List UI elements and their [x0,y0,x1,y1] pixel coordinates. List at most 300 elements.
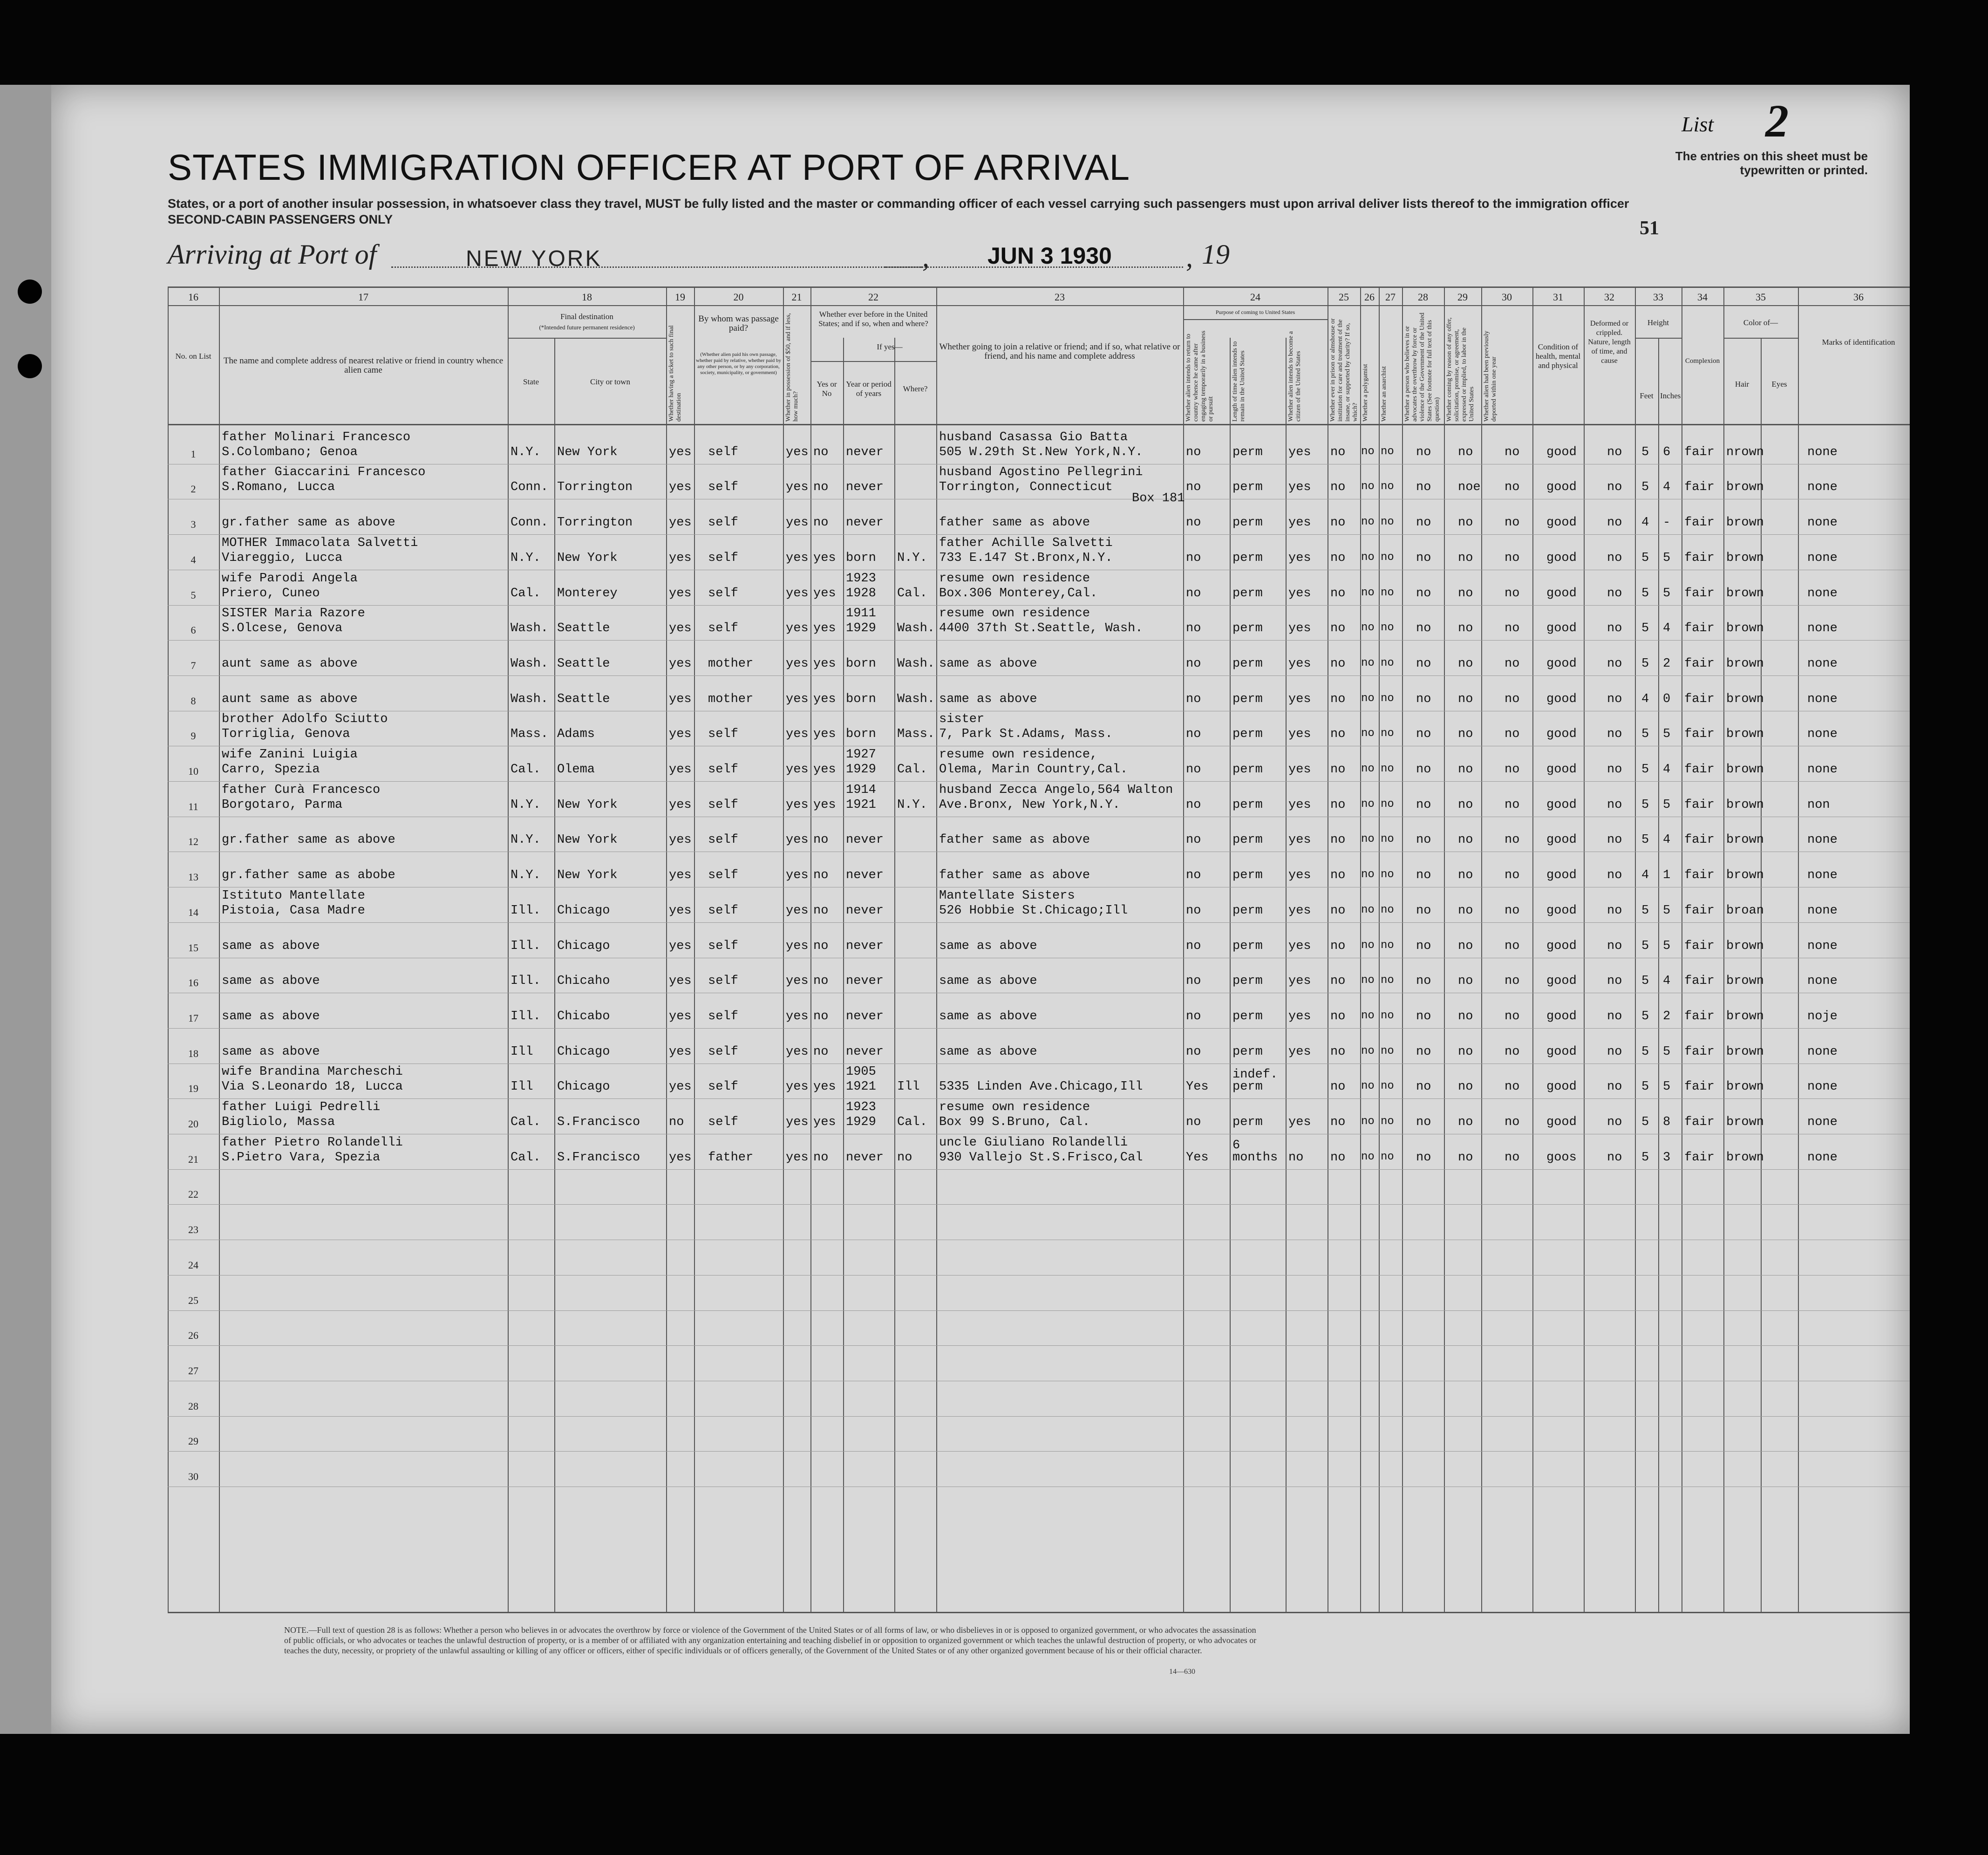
purpose-return-cell: no [1186,480,1201,495]
fifty-dollars-cell: yes [786,656,809,671]
health-cell: good [1546,763,1577,777]
purpose-return-cell: no [1186,1044,1201,1059]
anarchist-cell: no [1381,763,1394,775]
anarchist-cell: no [1381,586,1394,599]
ever-before-cell: yes [813,1115,836,1129]
prison-cell: no [1330,1044,1346,1059]
joining-line-2: same as above [939,656,1037,671]
city-cell: New York [557,445,618,459]
row-number: 4 [191,553,196,566]
relative-line-1: father Curà Francesco [222,783,381,797]
joining-line-2: same as above [939,692,1037,706]
marks-cell: none [1807,1115,1838,1129]
header-question-30: Whether alien had been previously deported within one year [1483,330,1498,422]
ticket-cell: yes [669,1080,692,1094]
header-purpose: Purpose of coming to United States [1215,309,1295,315]
feet-cell: 4 [1641,516,1649,530]
inches-cell: 4 [1663,974,1671,989]
ever-before-cell: yes [813,1080,836,1094]
health-cell: good [1546,939,1577,953]
column-divider [168,286,169,1612]
marks-cell: noje [1807,1009,1838,1023]
city-cell: New York [557,833,618,847]
purpose-length-cell: perm [1232,1009,1263,1023]
joining-line-2: 5335 Linden Ave.Chicago,Ill [939,1080,1143,1094]
purpose-length-cell: perm [1232,727,1263,742]
column-number: 19 [675,291,685,303]
ticket-cell: yes [669,586,692,600]
where-cell: Cal. [897,1115,927,1129]
purpose-return-cell: no [1186,656,1201,671]
joining-line-2: 733 E.147 St.Bronx,N.Y. [939,551,1113,565]
state-cell: Ill. [511,1009,541,1023]
anarchist-cell: no [1381,621,1394,634]
purpose-return-cell: no [1186,974,1201,989]
row-number: 10 [188,765,198,777]
anarchist-cell: no [1381,727,1394,740]
fifty-dollars-cell: yes [786,727,809,742]
sub-column-divider [554,338,555,1612]
column-divider [219,286,220,1612]
row-number: 25 [188,1294,198,1306]
question-30-cell: no [1505,763,1520,777]
purpose-return-cell: no [1186,692,1201,706]
row-number: 19 [188,1083,198,1095]
column-number: 27 [1385,291,1396,303]
header-number-divider [168,305,1910,306]
joining-line-2: Ave.Bronx, New York,N.Y. [939,798,1120,812]
purpose-return-cell: Yes [1186,1080,1209,1094]
year-cell: never [846,445,884,459]
fifty-dollars-cell: yes [786,621,809,636]
polygamist-cell: no [1361,1115,1375,1128]
complexion-cell: fair [1684,1080,1715,1094]
header-hair: Hair [1735,380,1750,389]
prison-cell: no [1330,656,1346,671]
passage-paid-cell: self [708,798,738,812]
arriving-label: Arriving at Port of [168,239,377,270]
row-number: 21 [188,1153,198,1165]
state-cell: Conn. [511,516,549,530]
question-29-cell: no [1458,1080,1473,1094]
health-cell: good [1546,586,1577,600]
column-divider [1532,286,1533,1612]
state-cell: N.Y. [511,445,541,459]
inches-cell: 2 [1663,656,1671,671]
complexion-cell: fair [1684,692,1715,706]
column-divider [1798,286,1799,1612]
feet-cell: 5 [1641,656,1649,671]
header-anarchist: Whether an anarchist [1381,366,1388,422]
purpose-length-cell: months [1232,1150,1278,1165]
marks-cell: none [1807,586,1838,600]
fifty-dollars-cell: yes [786,1009,809,1023]
column-number: 20 [733,291,744,303]
passage-paid-cell: self [708,445,738,459]
question-30-cell: no [1505,516,1520,530]
purpose-return-cell: no [1186,798,1201,812]
health-cell: good [1546,798,1577,812]
prison-cell: no [1330,1080,1346,1094]
polygamist-cell: no [1361,727,1375,740]
purpose-citizen-cell: yes [1288,1115,1311,1129]
city-cell: Chicabo [557,1009,610,1023]
where-cell: Ill [897,1080,920,1094]
header-bottom-border [168,424,1910,425]
purpose-length-cell: perm [1232,763,1263,777]
question-28-cell: no [1416,903,1431,918]
joining-line-2: 7, Park St.Adams, Mass. [939,727,1113,742]
purpose-citizen-cell: yes [1288,798,1311,812]
question-30-cell: no [1505,974,1520,989]
column-number: 23 [1055,291,1065,303]
relative-line-2: S.Colombano; Genoa [222,445,358,459]
header-instructions: States, or a port of another insular possession, in whatsoever class they travel, MUST be fully listed and the master or commanding officer of each vessel carrying such passengers must upon arrival deliver lists thereof to the immigration officer [168,197,1629,211]
deformed-cell: no [1607,516,1622,530]
purpose-length-cell: perm [1232,903,1263,918]
header-height: Height [1647,318,1669,327]
hair-cell: brown [1726,798,1764,812]
year-cell: born [846,551,876,565]
question-28-cell: no [1416,586,1431,600]
row-number: 15 [188,941,198,954]
polygamist-cell: no [1361,763,1375,775]
purpose-return-cell: no [1186,1009,1201,1023]
header-deformed: Deformed or crippled. Nature, length of time, and cause [1588,320,1631,365]
purpose-length-cell: indef. [1232,1068,1278,1082]
purpose-citizen-cell: yes [1288,868,1311,883]
column-number: 30 [1502,291,1512,303]
fifty-dollars-cell: yes [786,868,809,883]
question-28-cell: no [1416,939,1431,953]
fifty-dollars-cell: yes [786,586,809,600]
deformed-cell: no [1607,1044,1622,1059]
column-number: 26 [1364,291,1375,303]
feet-cell: 5 [1641,1009,1649,1023]
column-number: 35 [1756,291,1766,303]
deformed-cell: no [1607,1150,1622,1165]
column-divider [1379,286,1380,1612]
footnote-question-28: NOTE.—Full text of question 28 is as follows: Whether a person who believes in or advocates the overthrow by force or violence of the Government of the United States or of all forms of law, or who disbelieves in or is opposed to organized government, or who advocates the assassination of public officials, or who advocates or teaches the unlawful destruction of property, or is a member of or affiliated with any organization entertaining and teaching disbelief in or opposition to organized government or which teaches the unlawful destruction of property, or who advocates or teaches the duty, necessity, or propriety of the unlawful assaulting or killing of any officer or officers, either of specific individuals or of officers generally, of the Government of the United States or of any other organized government because of his or their official character. [284,1625,1257,1655]
header-ever-before: Whether ever before in the United States; and if so, when and where? [818,310,928,328]
ever-before-cell: no [813,1150,829,1165]
column-number: 18 [582,291,592,303]
ticket-cell: yes [669,939,692,953]
feet-cell: 5 [1641,480,1649,495]
year-cell: never [846,939,884,953]
ever-before-cell: no [813,939,829,953]
where-cell: N.Y. [897,551,927,565]
state-cell: Cal. [511,1150,541,1165]
header-yes-or-no: Yes or No [817,380,837,398]
prison-cell: no [1330,763,1346,777]
relative-line-2: Priero, Cuneo [222,586,320,600]
year-cell: never [846,833,884,847]
header-final-destination: Final destination [560,312,613,321]
question-30-cell: no [1505,656,1520,671]
inches-cell: - [1663,516,1671,530]
form-code: 14—630 [1169,1668,1195,1676]
anarchist-cell: no [1381,1115,1394,1128]
joining-line-3: Box 181 [1132,491,1185,506]
column-number: 36 [1853,291,1864,303]
purpose-length-cell: perm [1232,974,1263,989]
color-subheader-line [1723,338,1798,339]
purpose-length-cell: perm [1232,656,1263,671]
joining-line-2: Torrington, Connecticut [939,480,1113,495]
year-cell: never [846,480,884,495]
feet-cell: 5 [1641,903,1649,918]
question-28-cell: no [1416,727,1431,742]
header-where: Where? [903,384,928,393]
header-eyes: Eyes [1771,380,1787,389]
hair-cell: brown [1726,763,1764,777]
column-divider [1183,286,1184,1612]
relative-line-2: Via S.Leonardo 18, Lucca [222,1080,403,1094]
complexion-cell: fair [1684,939,1715,953]
health-cell: good [1546,516,1577,530]
purpose-length-cell: perm [1232,833,1263,847]
purpose-return-cell: Yes [1186,1150,1209,1165]
binding-hole [18,354,42,378]
height-subheader-line [1635,338,1682,339]
purpose-citizen-cell: yes [1288,621,1311,636]
purpose-subheader-line [1183,319,1328,320]
question-28-cell: no [1416,1044,1431,1059]
prison-cell: no [1330,798,1346,812]
row-number: 28 [188,1400,198,1412]
complexion-cell: fair [1684,445,1715,459]
header-feet: Feet [1640,391,1654,400]
ever-before-cell: no [813,974,829,989]
question-28-cell: no [1416,692,1431,706]
comma-separator: , [922,242,929,273]
passage-paid-cell: mother [708,692,754,706]
relative-line-2: gr.father same as above [222,516,395,530]
question-30-cell: no [1505,833,1520,847]
ticket-cell: yes [669,1150,692,1165]
feet-cell: 5 [1641,445,1649,459]
feet-cell: 5 [1641,551,1649,565]
column-divider [1723,286,1724,1612]
relative-line-2: aunt same as above [222,656,358,671]
prison-cell: no [1330,1009,1346,1023]
hair-cell: brown [1726,1150,1764,1165]
joining-line-2: Box 99 S.Bruno, Cal. [939,1115,1090,1129]
marks-cell: none [1807,516,1838,530]
inches-cell: 5 [1663,1044,1671,1059]
ticket-cell: yes [669,1044,692,1059]
fifty-dollars-cell: yes [786,480,809,495]
complexion-cell: fair [1684,586,1715,600]
complexion-cell: fair [1684,1044,1715,1059]
row-number: 29 [188,1435,198,1447]
feet-cell: 5 [1641,974,1649,989]
header-prison: Whether ever in prison or almshouse or institution for care and treatment of the insane, or supported by charity? If so, which? [1329,318,1359,422]
question-28-cell: no [1416,763,1431,777]
sheet-number: 51 [1640,218,1659,239]
deformed-cell: no [1607,939,1622,953]
city-cell: Chicaho [557,974,610,989]
inches-cell: 5 [1663,939,1671,953]
relative-line-1: father Giaccarini Francesco [222,465,426,480]
ever-before-cell: no [813,516,829,530]
city-cell: S.Francisco [557,1115,640,1129]
deformed-cell: no [1607,833,1622,847]
joining-line-1: husband Agostino Pellegrini [939,465,1143,480]
prison-cell: no [1330,939,1346,953]
question-29-cell: no [1458,763,1473,777]
relative-line-1: wife Brandina Marcheschi [222,1065,403,1079]
marks-cell: none [1807,903,1838,918]
header-state: State [523,377,539,386]
where-cell: N.Y. [897,798,927,812]
where-cell: Mass. [897,727,935,742]
prison-cell: no [1330,586,1346,600]
ticket-cell: yes [669,727,692,742]
arrival-date-stamp: JUN 3 1930 [987,243,1112,269]
hair-cell: brown [1726,586,1764,600]
question-29-cell: no [1458,868,1473,883]
anarchist-cell: no [1381,551,1394,564]
polygamist-cell: no [1361,1080,1375,1093]
ticket-cell: yes [669,621,692,636]
feet-cell: 5 [1641,586,1649,600]
relative-line-2: aunt same as above [222,692,358,706]
sub-column-divider [1286,338,1287,1612]
row-number: 6 [191,624,196,636]
typewritten-note: The entries on this sheet must be typewritten or printed. [1675,149,1868,177]
row-number: 23 [188,1224,198,1236]
list-label: List [1682,112,1714,136]
relative-line-2: Pistoia, Casa Madre [222,903,365,918]
fifty-dollars-cell: yes [786,833,809,847]
hair-cell: brown [1726,516,1764,530]
table-top-border [168,286,1910,288]
complexion-cell: fair [1684,621,1715,636]
complexion-cell: fair [1684,798,1715,812]
question-28-cell: no [1416,445,1431,459]
complexion-cell: fair [1684,656,1715,671]
ruled-line [168,1416,1910,1417]
state-cell: N.Y. [511,551,541,565]
purpose-return-cell: no [1186,727,1201,742]
anarchist-cell: no [1381,798,1394,811]
question-30-cell: no [1505,727,1520,742]
question-30-cell: no [1505,621,1520,636]
relative-line-2: Torriglia, Genova [222,727,350,742]
joining-line-2: 505 W.29th St.New York,N.Y. [939,445,1143,459]
marks-cell: none [1807,1044,1838,1059]
fifty-dollars-cell: yes [786,798,809,812]
health-cell: good [1546,1044,1577,1059]
purpose-length-cell: perm [1232,1115,1263,1129]
state-cell: N.Y. [511,868,541,883]
fifty-dollars-cell: yes [786,1115,809,1129]
row-number: 14 [188,906,198,918]
complexion-cell: fair [1684,903,1715,918]
ever-before-cell: no [813,445,829,459]
inches-cell: 5 [1663,586,1671,600]
city-cell: Chicago [557,1044,610,1059]
relative-line-1: wife Zanini Luigia [222,748,358,762]
year-cell: 1911 [846,607,876,621]
ever-before-cell: yes [813,621,836,636]
question-30-cell: no [1505,903,1520,918]
anarchist-cell: no [1381,903,1394,916]
sub-column-divider [1658,338,1659,1612]
column-number: 25 [1339,291,1349,303]
anarchist-cell: no [1381,480,1394,493]
passage-paid-cell: self [708,833,738,847]
purpose-return-cell: no [1186,445,1201,459]
question-30-cell: no [1505,1150,1520,1165]
state-cell: N.Y. [511,833,541,847]
inches-cell: 4 [1663,833,1671,847]
inches-cell: 5 [1663,727,1671,742]
marks-cell: none [1807,445,1838,459]
column-number: 24 [1250,291,1260,303]
question-29-cell: no [1458,551,1473,565]
ruled-line [168,1204,1910,1205]
sub-column-divider [843,338,844,1612]
hair-cell: brown [1726,974,1764,989]
passage-paid-cell: self [708,1115,738,1129]
prison-cell: no [1330,516,1346,530]
polygamist-cell: no [1361,868,1375,881]
deformed-cell: no [1607,586,1622,600]
relative-line-1: wife Parodi Angela [222,571,358,586]
ticket-cell: yes [669,445,692,459]
year-cell: born [846,656,876,671]
health-cell: goos [1546,1150,1577,1165]
question-28-cell: no [1416,798,1431,812]
purpose-citizen-cell: yes [1288,692,1311,706]
passage-paid-cell: self [708,1044,738,1059]
deformed-cell: no [1607,656,1622,671]
city-cell: Seattle [557,656,610,671]
inches-cell: 5 [1663,1080,1671,1094]
hair-cell: brown [1726,692,1764,706]
joining-line-2: same as above [939,974,1037,989]
marks-cell: none [1807,1150,1838,1165]
purpose-length-cell: perm [1232,1080,1263,1094]
city-cell: Olema [557,763,595,777]
year-cell: never [846,516,884,530]
deformed-cell: no [1607,1080,1622,1094]
passage-paid-cell: self [708,868,738,883]
marks-cell: none [1807,868,1838,883]
purpose-length-cell: perm [1232,480,1263,495]
relative-line-2: S.Romano, Lucca [222,480,335,495]
question-28-cell: no [1416,516,1431,530]
question-29-cell: no [1458,445,1473,459]
feet-cell: 5 [1641,833,1649,847]
column-divider [694,286,695,1612]
where-cell: Cal. [897,763,927,777]
ever-before-cell: yes [813,763,836,777]
row-number: 20 [188,1118,198,1130]
health-cell: good [1546,621,1577,636]
passage-paid-cell: self [708,903,738,918]
deformed-cell: no [1607,621,1622,636]
year-cell: 1927 [846,748,876,762]
question-30-cell: no [1505,551,1520,565]
purpose-length-cell: perm [1232,868,1263,883]
polygamist-cell: no [1361,903,1375,916]
anarchist-cell: no [1381,1009,1394,1022]
question-29-cell: no [1458,586,1473,600]
